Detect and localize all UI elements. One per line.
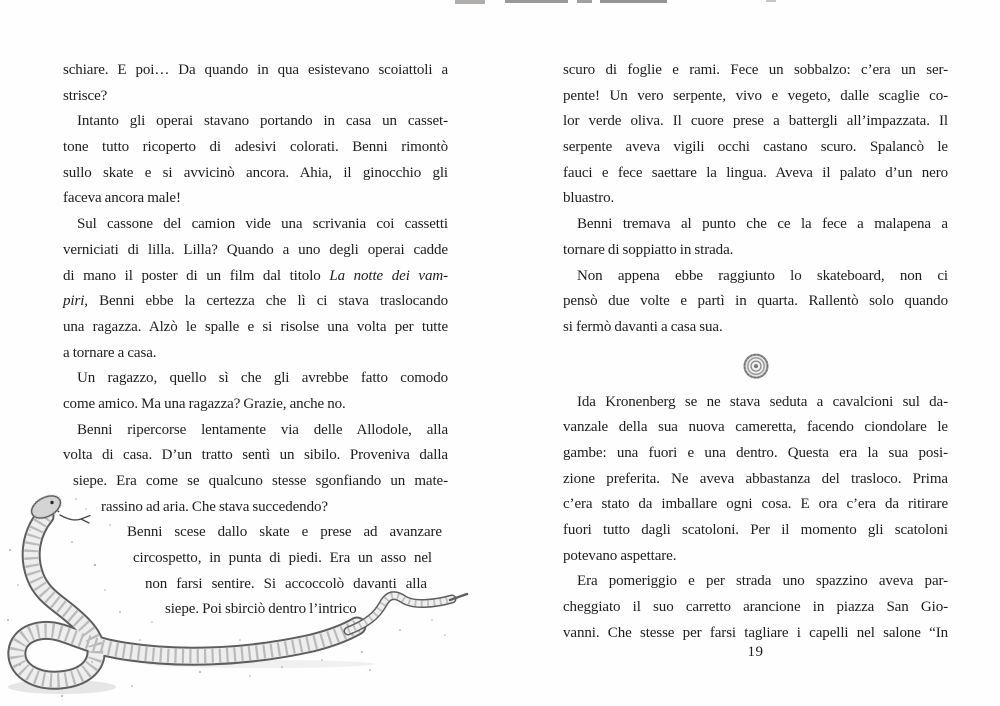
text-line: verniciati di lilla. Lilla? Quando a uno degli operai cadde	[63, 241, 448, 258]
crop-fragment-bar	[600, 0, 667, 3]
text-line: c’era stato da imballare ogni cosa. E ora c’era da ritirare	[563, 496, 948, 513]
text-line: Un ragazzo, quello sì che gli avrebbe fatto comodo	[77, 370, 448, 387]
text-line: Benni scese dallo skate e prese ad avanzare	[127, 524, 442, 541]
text-line: potevano aspettare.	[563, 547, 677, 564]
snake-body	[17, 516, 357, 680]
snake-tail	[348, 594, 467, 631]
text-line: Non appena ebbe raggiunto lo skateboard, non ci	[577, 267, 948, 284]
text-line: gambe: una fuori e una dentro. Questa era la sua posi-	[563, 444, 948, 461]
crop-fragment-bar	[505, 0, 568, 3]
text-line: scuro di foglie e rami. Fece un sobbalzo: c’era un ser-	[563, 62, 948, 78]
text-line: pensò due volte e partì in quarta. Rallentò solo quando	[563, 293, 948, 310]
right-text-column	[563, 58, 948, 646]
page-number: 19	[747, 644, 764, 660]
text-line: sullo skate e si avvicinò ancora. Ahia, il ginocchio gli	[63, 164, 448, 181]
text-line: fuori tutto dagli scatoloni. Per il momento gli scatoloni	[563, 522, 948, 538]
text-line: Era pomeriggio e per strada uno spazzino aveva par-	[577, 573, 948, 590]
text-line: Intanto gli operai stavano portando in casa un casset-	[77, 113, 448, 130]
text-line: cheggiato il suo carretto arancione in piazza San Gio-	[563, 599, 948, 616]
text-line: vanzale della sua nuova cameretta, facendo ciondolare le	[563, 419, 948, 436]
coiled-snake-ornament-icon	[742, 352, 770, 380]
text-line: rassino ad aria. Che stava succedendo?	[101, 498, 328, 515]
text-line: bluastro.	[563, 190, 615, 207]
text-line: fauci e fece saettare la lingua. Aveva il palato d’un nero	[563, 164, 948, 181]
text-line: non farsi sentire. Si accoccolò davanti alla	[145, 575, 427, 592]
text-line: si fermò davanti a casa sua.	[563, 318, 723, 335]
crop-fragment-bar	[455, 0, 485, 4]
snake-head	[28, 491, 90, 523]
text-line: lor verde oliva. Il cuore prese a battergli all’impazzata. Il	[563, 113, 948, 130]
cobra-snake-illustration	[0, 490, 480, 706]
text-line: pente! Un vero serpente, vivo e vegeto, dalle scaglie co-	[563, 87, 948, 104]
snake-tongue	[60, 515, 90, 523]
text-line: come amico. Ma una ragazza? Grazie, anche no.	[63, 395, 346, 412]
text-line: Benni ripercorse lentamente via delle Allodole, alla	[77, 421, 448, 438]
text-line: di mano il poster di un film dal titolo La notte dei vam-	[63, 267, 448, 284]
text-line: siepe. Poi sbirciò dentro l’intrico	[165, 601, 357, 618]
page-top-crop-fragment	[0, 0, 1000, 8]
text-line: piri, Benni ebbe la certezza che lì ci stava traslocando	[63, 293, 448, 310]
text-line: volta di casa. D’un tratto sentì un sibilo. Proveniva dalla	[63, 447, 448, 464]
crop-fragment-bar	[577, 0, 592, 3]
crop-fragment-bar	[766, 0, 776, 2]
snake-eye	[50, 501, 53, 504]
text-line: tone tutto ricoperto di adesivi colorati. Benni rimontò	[63, 139, 448, 156]
text-line: tornare di soppiatto in strada.	[563, 241, 734, 258]
right-column-lower-block	[563, 390, 948, 647]
text-line: Ida Kronenberg se ne stava seduta a cavalcioni sul da-	[577, 393, 948, 410]
text-line: siepe. Era come se qualcuno stesse sgonfiando un mate-	[73, 473, 448, 489]
text-line: a tornare a casa.	[63, 344, 157, 361]
text-line: serpente aveva vigili occhi castano scuro. Spalancò le	[563, 139, 948, 156]
text-line: faceva ancora male!	[63, 190, 181, 207]
section-break	[563, 341, 948, 390]
text-line: strisce?	[63, 87, 108, 104]
text-line: Sul cassone del camion vide una scrivania coi cassetti	[77, 216, 448, 233]
right-column-upper-block	[563, 58, 948, 341]
text-line: zione preferita. Ne aveva abbastanza del trasloco. Prima	[563, 470, 948, 487]
snake-nostril	[58, 511, 60, 513]
text-line: schiare. E poi… Da quando in qua esistevano scoiattoli a	[63, 62, 448, 78]
text-line: una ragazza. Alzò le spalle e si risolse una volta per tutte	[63, 318, 448, 335]
text-line: Benni tremava al punto che ce la fece a malapena a	[577, 216, 948, 233]
text-line: vanni. Che stesse per farsi tagliare i capelli nel salone “In	[563, 624, 948, 641]
text-line: circospetto, in punta di piedi. Era un asso nel	[133, 550, 432, 567]
